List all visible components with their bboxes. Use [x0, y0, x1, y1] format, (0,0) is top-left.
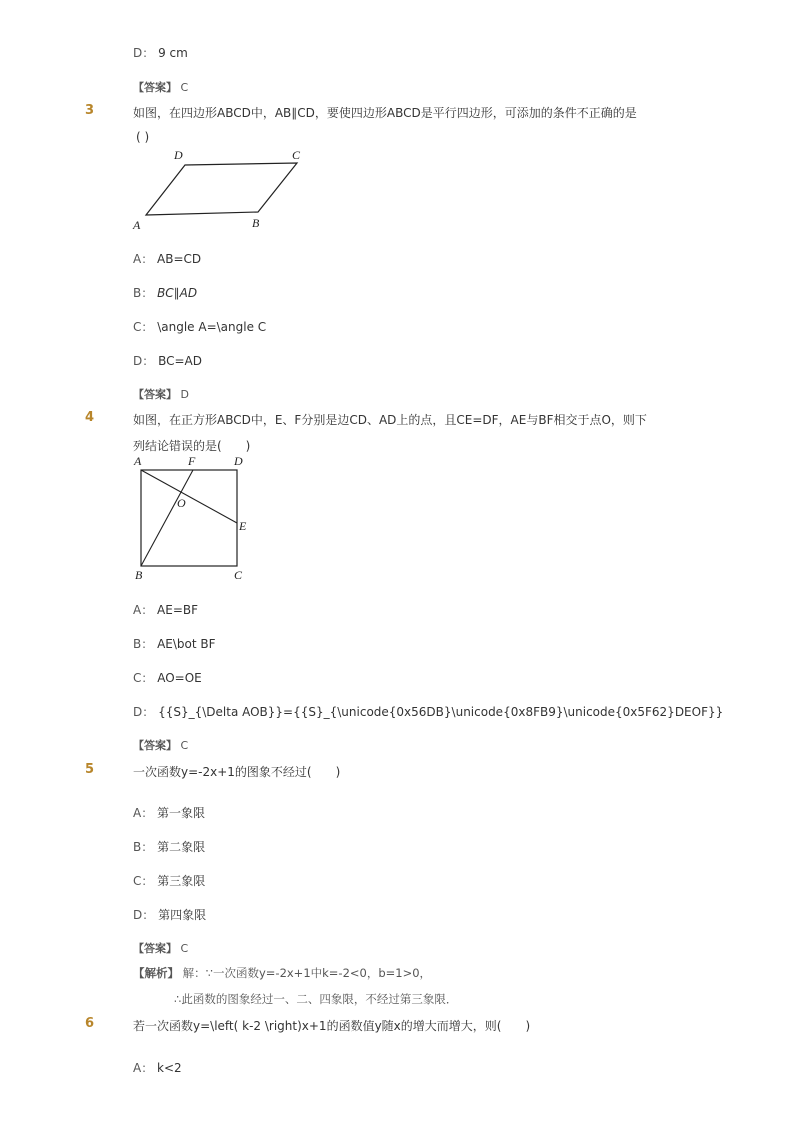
vertex-label-d: D [174, 148, 183, 162]
option-text: 第二象限 [157, 840, 206, 854]
question-number: 5 [85, 762, 95, 777]
question-number: 3 [85, 103, 95, 118]
option-label: A： [133, 252, 154, 266]
vertex-label-b: B [252, 216, 260, 230]
question-text: 如图，在正方形ABCD中，E、F分别是边CD、AD上的点，且CE=DF，AE与BF相交于点O，则下 [133, 413, 647, 427]
vertex-label-a: A [133, 218, 141, 232]
vertex-label-b: B [135, 568, 143, 582]
option-text: BC∥AD [157, 286, 198, 300]
answer-value: D [180, 388, 189, 401]
option-a [133, 804, 205, 821]
option-text: 第三象限 [157, 874, 206, 888]
option-b [133, 284, 197, 301]
vertex-label-d: D [234, 454, 243, 468]
option-label: B： [133, 286, 154, 300]
option-label: D： [133, 46, 155, 60]
option-a [133, 601, 198, 618]
explanation-text: 解：∵一次函数y=-2x+1中k=-2<0，b=1>0， [182, 966, 432, 980]
answer-value: C [180, 739, 189, 752]
answer-line [133, 737, 188, 753]
option-label: B： [133, 637, 154, 651]
option-d [133, 906, 206, 923]
option-c [133, 872, 205, 889]
question-number: 6 [85, 1016, 95, 1031]
option-label: C： [133, 320, 154, 334]
question-text-cont: ( ) [136, 130, 150, 144]
option-text: AE\bot BF [157, 637, 216, 651]
option-text: BC=AD [158, 354, 202, 368]
option-b [133, 635, 216, 652]
answer-line [133, 940, 188, 956]
point-label-f: F [188, 454, 196, 468]
option-d [133, 352, 202, 369]
option-label: D： [133, 354, 155, 368]
option-label: C： [133, 874, 154, 888]
option-text: 第一象限 [157, 806, 206, 820]
question-text: 如图，在四边形ABCD中，AB∥CD，要使四边形ABCD是平行四边形，可添加的条件不正确的是 [133, 106, 637, 120]
point-label-e: E [239, 519, 247, 533]
option-a [133, 1059, 182, 1076]
answer-line [133, 79, 188, 95]
vertex-label-a: A [134, 454, 142, 468]
option-label: A： [133, 1061, 154, 1075]
option-text: 第四象限 [158, 908, 207, 922]
option-text: AB=CD [157, 252, 202, 266]
answer-line [133, 386, 189, 402]
answer-value: C [180, 942, 189, 955]
option-text: \angle A=\angle C [157, 320, 267, 334]
question-text: 若一次函数y=\left( k-2 \right)x+1的函数值y随x的增大而增大，则( ) [133, 1019, 531, 1033]
vertex-label-c: C [292, 148, 301, 162]
option-label: D： [133, 705, 155, 719]
explanation-text-cont: ∴此函数的图象经过一、二、四象限，不经过第三象限． [174, 992, 458, 1006]
option-label: A： [133, 806, 154, 820]
point-label-o: O [177, 496, 186, 510]
parallelogram-figure [125, 142, 315, 237]
explanation-label: 【解析】 [133, 966, 179, 980]
square-shape [141, 470, 237, 566]
option-text: AE=BF [157, 603, 199, 617]
question-text: 一次函数y=-2x+1的图象不经过( ) [133, 765, 341, 779]
option-d [133, 703, 723, 720]
option-text: 9 cm [158, 46, 188, 60]
option-label: A： [133, 603, 154, 617]
option-a [133, 250, 201, 267]
square-figure [128, 452, 258, 584]
parallelogram-shape [146, 163, 297, 215]
option-b [133, 838, 205, 855]
option-label: D： [133, 908, 155, 922]
answer-label: 【答案】 [133, 739, 177, 752]
option-d [133, 44, 188, 61]
option-c [133, 669, 202, 686]
option-label: B： [133, 840, 154, 854]
question-text-cont: 列结论错误的是( ) [133, 439, 251, 453]
vertex-label-c: C [234, 568, 243, 582]
option-c [133, 318, 266, 335]
option-text: AO=OE [157, 671, 202, 685]
question-number: 4 [85, 410, 95, 425]
option-text: {{S}_{\Delta AOB}}={{S}_{\unicode{0x56DB}\unicode{0x8FB9}\unicode{0x5F62}DEOF}} [158, 705, 724, 719]
answer-label: 【答案】 [133, 942, 177, 955]
answer-value: C [180, 81, 189, 94]
option-text: k<2 [157, 1061, 182, 1075]
answer-label: 【答案】 [133, 81, 177, 94]
option-label: C： [133, 671, 154, 685]
answer-label: 【答案】 [133, 388, 177, 401]
explanation-line [133, 965, 431, 981]
